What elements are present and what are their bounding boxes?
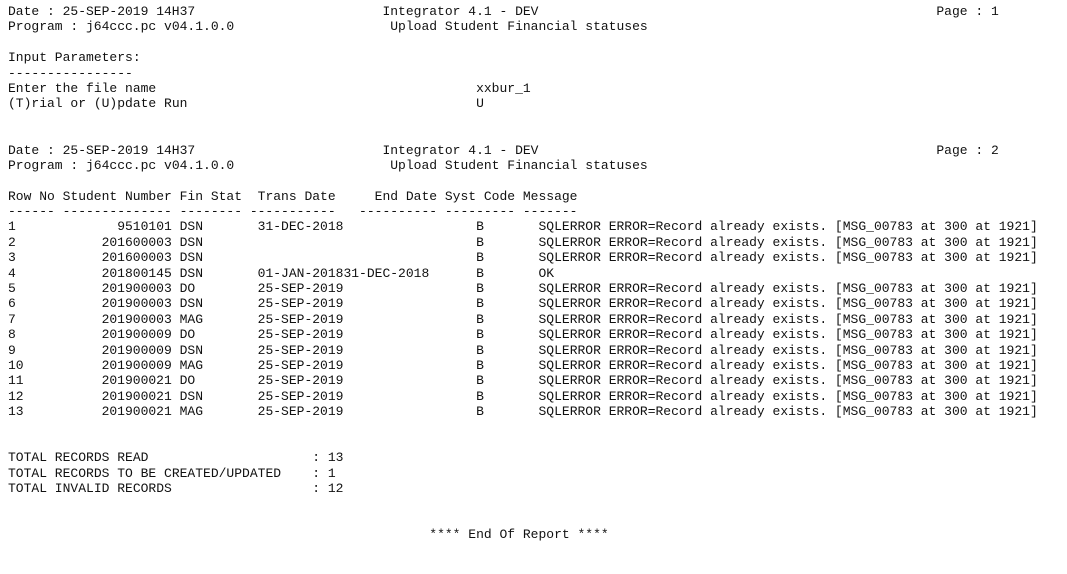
cell-message: SQLERROR ERROR=Record already exists. [MSG_00783 at 300 at 1921] [538, 373, 1038, 389]
total-label: TOTAL INVALID RECORDS [8, 481, 172, 497]
cell-trans-date: 25-SEP-2019 [257, 357, 344, 373]
cell-row-no: 12 [8, 388, 24, 404]
date-label: Date : [8, 4, 55, 19]
cell-fin-stat: DSN [179, 388, 204, 404]
cell-syst-code: B [476, 311, 484, 327]
report-title: Upload Student Financial statuses [390, 19, 648, 35]
total-value: 1 [327, 465, 336, 481]
cell-row-no: 1 [8, 219, 16, 235]
total-label: TOTAL RECORDS READ [8, 450, 149, 466]
cell-trans-date: 25-SEP-2019 [257, 404, 344, 420]
date-label: Date : [8, 142, 55, 158]
cell-row-no: 13 [8, 404, 24, 420]
cell-message: SQLERROR ERROR=Record already exists. [MSG_00783 at 300 at 1921] [538, 311, 1038, 327]
cell-syst-code: B [476, 234, 484, 250]
system-title: Integrator 4.1 - DEV [382, 4, 539, 19]
cell-row-no: 7 [8, 311, 16, 327]
program-value: j64ccc.pc v04.1.0.0 [86, 19, 235, 35]
cell-trans-date: 01-JAN-2018 [257, 265, 344, 281]
blank-line [8, 420, 1067, 435]
column-separator: -------------- [62, 204, 172, 220]
input-parameters-heading: Input Parameters: [8, 50, 141, 66]
table-row [8, 219, 1067, 234]
cell-fin-stat: DSN [179, 296, 204, 312]
page1-header-line-1 [8, 4, 1067, 19]
cell-message: SQLERROR ERROR=Record already exists. [MSG_00783 at 300 at 1921] [538, 234, 1038, 250]
cell-trans-date: 25-SEP-2019 [257, 373, 344, 389]
cell-student-number: 201900021 [101, 404, 172, 420]
table-row [8, 281, 1067, 296]
table-row [8, 250, 1067, 265]
column-separator: ------ [8, 204, 55, 220]
table-column-header: End Date [374, 188, 438, 204]
cell-student-number: 201900009 [101, 327, 172, 343]
cell-fin-stat: MAG [179, 311, 204, 327]
table-column-header: Row No [8, 188, 55, 204]
cell-message: SQLERROR ERROR=Record already exists. [MSG_00783 at 300 at 1921] [538, 327, 1038, 343]
table-row [8, 235, 1067, 250]
page-number: 2 [990, 142, 999, 158]
param-value: xxbur_1 [476, 80, 531, 96]
column-separator: ---------- [359, 204, 438, 220]
cell-trans-date: 25-SEP-2019 [257, 281, 344, 297]
table-row [8, 404, 1067, 419]
cell-student-number: 201900009 [101, 342, 172, 358]
cell-student-number: 201900021 [101, 388, 172, 404]
cell-fin-stat: DO [179, 281, 196, 297]
cell-row-no: 10 [8, 357, 24, 373]
cell-student-number: 201600003 [101, 250, 172, 266]
table-column-header: Student Number [62, 188, 172, 204]
page-label: Page : [936, 4, 984, 19]
end-of-report-marker: **** End Of Report **** [429, 527, 609, 543]
table-body [8, 219, 1067, 419]
param-value: U [476, 96, 484, 112]
cell-syst-code: B [476, 357, 484, 373]
cell-trans-date: 31-DEC-2018 [257, 219, 344, 235]
cell-row-no: 4 [8, 265, 16, 281]
cell-fin-stat: DSN [179, 342, 204, 358]
column-separator: ----------- [249, 204, 336, 220]
cell-row-no: 2 [8, 234, 16, 250]
cell-fin-stat: MAG [179, 404, 204, 420]
cell-message: SQLERROR ERROR=Record already exists. [MSG_00783 at 300 at 1921] [538, 296, 1038, 312]
report-title: Upload Student Financial statuses [390, 157, 648, 173]
cell-fin-stat: DSN [179, 219, 204, 235]
total-colon: : [312, 465, 321, 481]
table-header-line [8, 189, 1067, 204]
cell-syst-code: B [476, 388, 484, 404]
param-label: Enter the file name [8, 80, 157, 96]
page-number: 1 [990, 4, 999, 19]
param-label: (T)rial or (U)pdate Run [8, 96, 188, 112]
cell-end-date: 31-DEC-2018 [343, 265, 430, 281]
cell-fin-stat: DSN [179, 234, 204, 250]
page1-header-line-2 [8, 19, 1067, 34]
total-colon: : [312, 481, 321, 497]
cell-row-no: 3 [8, 250, 16, 266]
cell-syst-code: B [476, 250, 484, 266]
table-row [8, 296, 1067, 311]
column-separator: --------- [444, 204, 516, 220]
cell-row-no: 8 [8, 327, 16, 343]
input-parameter-line [8, 81, 1067, 96]
total-value: 13 [327, 450, 344, 466]
date-value: 25-SEP-2019 14H37 [62, 4, 196, 19]
cell-message: SQLERROR ERROR=Record already exists. [MSG_00783 at 300 at 1921] [538, 404, 1038, 420]
table-column-header: Fin Stat [179, 188, 243, 204]
cell-message: SQLERROR ERROR=Record already exists. [MSG_00783 at 300 at 1921] [538, 357, 1038, 373]
table-column-header: Trans Date [257, 188, 336, 204]
cell-fin-stat: DO [179, 373, 196, 389]
page2-header-line-1 [8, 143, 1067, 158]
cell-message: SQLERROR ERROR=Record already exists. [MSG_00783 at 300 at 1921] [538, 219, 1038, 235]
blank-line [8, 435, 1067, 450]
cell-row-no: 6 [8, 296, 16, 312]
cell-message: SQLERROR ERROR=Record already exists. [MSG_00783 at 300 at 1921] [538, 388, 1038, 404]
cell-student-number: 9510101 [117, 219, 172, 235]
page-label: Page : [936, 142, 984, 158]
cell-row-no: 5 [8, 281, 16, 297]
input-parameters-list [8, 81, 1067, 112]
input-parameters-underline: ---------------- [8, 65, 133, 81]
cell-trans-date: 25-SEP-2019 [257, 327, 344, 343]
cell-trans-date: 25-SEP-2019 [257, 311, 344, 327]
cell-student-number: 201900003 [101, 311, 172, 327]
blank-line [8, 127, 1067, 142]
cell-message: OK [538, 265, 555, 281]
table-row [8, 343, 1067, 358]
program-label: Program : [8, 157, 79, 173]
table-separator-line [8, 204, 1067, 219]
blank-line [8, 497, 1067, 512]
cell-row-no: 11 [8, 373, 24, 389]
cell-fin-stat: DSN [179, 250, 204, 266]
table-row [8, 373, 1067, 388]
input-parameter-line [8, 96, 1067, 111]
cell-syst-code: B [476, 373, 484, 389]
total-colon: : [312, 450, 321, 466]
blank-line [8, 35, 1067, 50]
total-line [8, 481, 1067, 496]
cell-message: SQLERROR ERROR=Record already exists. [MSG_00783 at 300 at 1921] [538, 342, 1038, 358]
end-of-report-line [8, 527, 1067, 542]
cell-syst-code: B [476, 342, 484, 358]
table-row [8, 327, 1067, 342]
totals-section [8, 450, 1067, 496]
cell-student-number: 201900009 [101, 357, 172, 373]
cell-trans-date: 25-SEP-2019 [257, 388, 344, 404]
system-title: Integrator 4.1 - DEV [382, 142, 539, 158]
table-row [8, 389, 1067, 404]
column-separator: ------- [522, 204, 578, 220]
cell-row-no: 9 [8, 342, 16, 358]
cell-fin-stat: DSN [179, 265, 204, 281]
cell-trans-date: 25-SEP-2019 [257, 296, 344, 312]
program-label: Program : [8, 19, 79, 35]
cell-syst-code: B [476, 219, 484, 235]
cell-syst-code: B [476, 296, 484, 312]
table-column-header: Message [522, 188, 578, 204]
blank-line [8, 512, 1067, 527]
input-parameters-underline-line [8, 66, 1067, 81]
cell-syst-code: B [476, 404, 484, 420]
cell-message: SQLERROR ERROR=Record already exists. [MSG_00783 at 300 at 1921] [538, 250, 1038, 266]
cell-student-number: 201800145 [101, 265, 172, 281]
cell-student-number: 201600003 [101, 234, 172, 250]
table-header [8, 189, 1067, 220]
cell-message: SQLERROR ERROR=Record already exists. [MSG_00783 at 300 at 1921] [538, 281, 1038, 297]
cell-student-number: 201900021 [101, 373, 172, 389]
blank-line [8, 173, 1067, 188]
cell-student-number: 201900003 [101, 296, 172, 312]
table-row [8, 266, 1067, 281]
page2-header-line-2 [8, 158, 1067, 173]
column-separator: -------- [179, 204, 243, 220]
cell-syst-code: B [476, 281, 484, 297]
total-line [8, 466, 1067, 481]
cell-syst-code: B [476, 327, 484, 343]
input-parameters-heading-line [8, 50, 1067, 65]
cell-syst-code: B [476, 265, 484, 281]
cell-fin-stat: DO [179, 327, 196, 343]
total-label: TOTAL RECORDS TO BE CREATED/UPDATED [8, 465, 282, 481]
cell-student-number: 201900003 [101, 281, 172, 297]
date-value: 25-SEP-2019 14H37 [62, 142, 196, 158]
program-value: j64ccc.pc v04.1.0.0 [86, 157, 235, 173]
table-column-header: Syst Code [444, 188, 516, 204]
table-row [8, 312, 1067, 327]
total-line [8, 450, 1067, 465]
blank-line [8, 112, 1067, 127]
cell-fin-stat: MAG [179, 357, 204, 373]
total-value: 12 [327, 481, 344, 497]
cell-trans-date: 25-SEP-2019 [257, 342, 344, 358]
table-row [8, 358, 1067, 373]
